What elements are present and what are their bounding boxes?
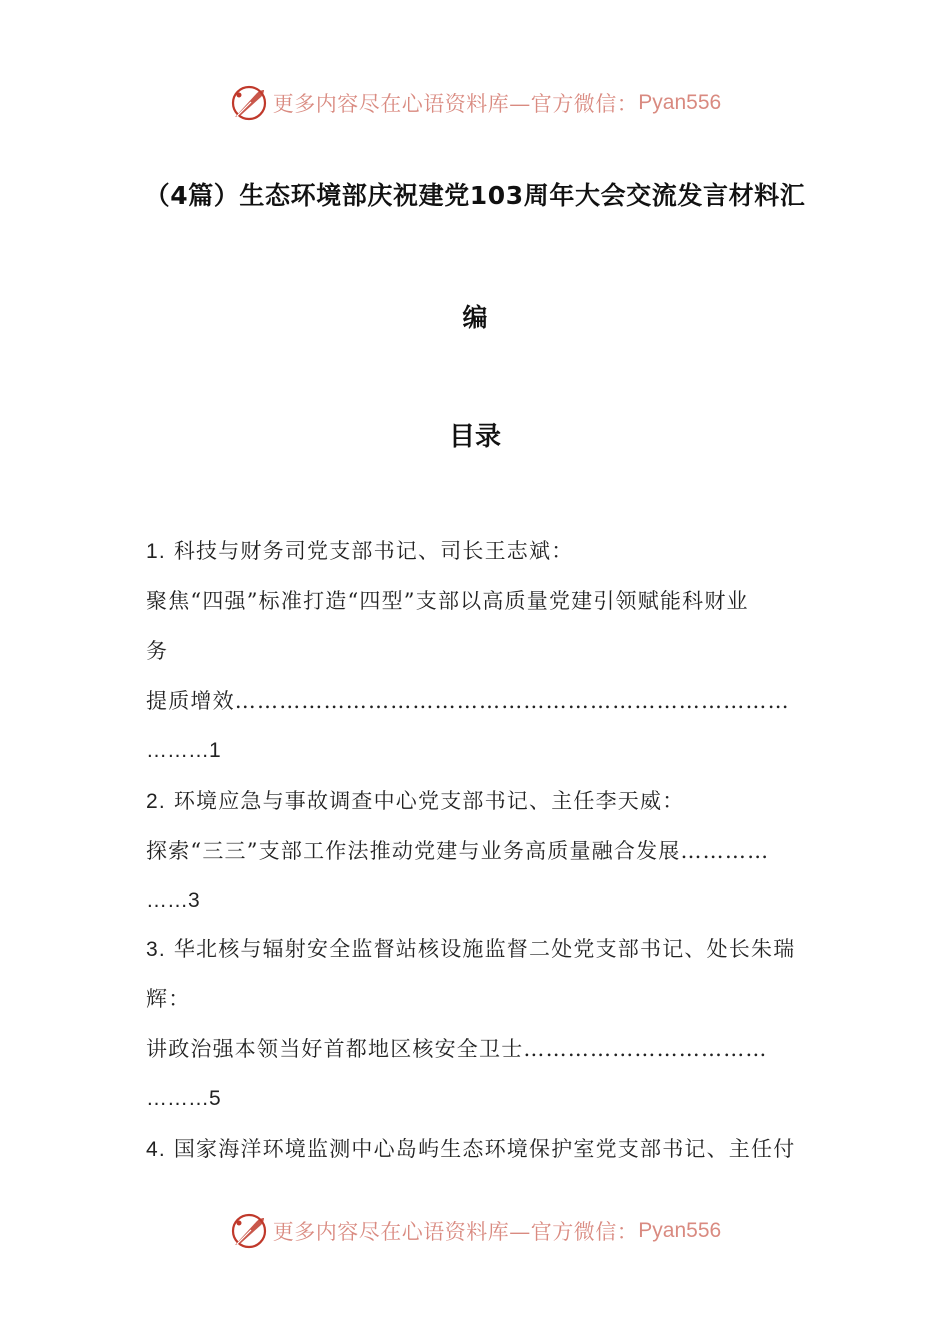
toc-entry-3-speaker-continuation: 辉： xyxy=(146,987,191,1011)
footer-watermark xyxy=(0,1208,950,1254)
watermark-text: 更多内容尽在心语资料库—官方微信： xyxy=(272,1220,639,1244)
toc-entry-1-subtitle-line: 聚焦“四强”标准打造“四型”支部以高质量党建引领赋能科财业 xyxy=(146,589,749,613)
watermark-wechat-id: Pyan556 xyxy=(638,1219,722,1242)
toc-entry-1-header xyxy=(146,536,806,567)
toc-entry-number: 2. xyxy=(146,790,166,813)
toc-heading: 目录 xyxy=(448,422,501,452)
toc-entry-speaker: 国家海洋环境监测中心岛屿生态环境保护室党支部书记、主任付 xyxy=(173,1137,796,1161)
toc-entry-3-header xyxy=(146,934,806,965)
toc-entry-number: 3. xyxy=(146,938,166,961)
toc-entry-1-subtitle-line: 提质增效………………………………………………………………… xyxy=(146,689,790,713)
watermark-text: 更多内容尽在心语资料库—官方微信： xyxy=(272,92,639,116)
toc-entry-1-subtitle-line: 务 xyxy=(146,639,169,663)
toc-entry-2-subtitle-line: 探索“三三”支部工作法推动党建与业务高质量融合发展………… xyxy=(146,839,770,863)
toc-entry-speaker: 科技与财务司党支部书记、司长王志斌： xyxy=(173,539,574,563)
toc-entry-3-subtitle-line: 讲政治强本领当好首都地区核安全卫士…………………………… xyxy=(146,1037,768,1061)
header-watermark xyxy=(0,80,950,126)
document-title-continuation: 编 xyxy=(462,303,488,332)
quill-logo-icon xyxy=(229,1211,269,1251)
toc-entry-1-page-number: ………1 xyxy=(146,739,221,762)
toc-entry-3-page-number: ………5 xyxy=(146,1087,221,1110)
toc-entry-4-header xyxy=(146,1134,806,1165)
document-title: （4篇）生态环境部庆祝建党103周年大会交流发言材料汇 xyxy=(144,181,806,210)
toc-entry-2-header xyxy=(146,786,806,817)
toc-entry-2-page-number: ……3 xyxy=(146,889,200,912)
toc-entry-speaker: 华北核与辐射安全监督站核设施监督二处党支部书记、处长朱瑞 xyxy=(173,937,796,961)
toc-entry-number: 1. xyxy=(146,540,166,563)
quill-logo-icon xyxy=(229,83,269,123)
toc-entry-speaker: 环境应急与事故调查中心党支部书记、主任李天威： xyxy=(173,789,685,813)
watermark-wechat-id: Pyan556 xyxy=(638,91,722,114)
toc-entry-number: 4. xyxy=(146,1138,166,1161)
